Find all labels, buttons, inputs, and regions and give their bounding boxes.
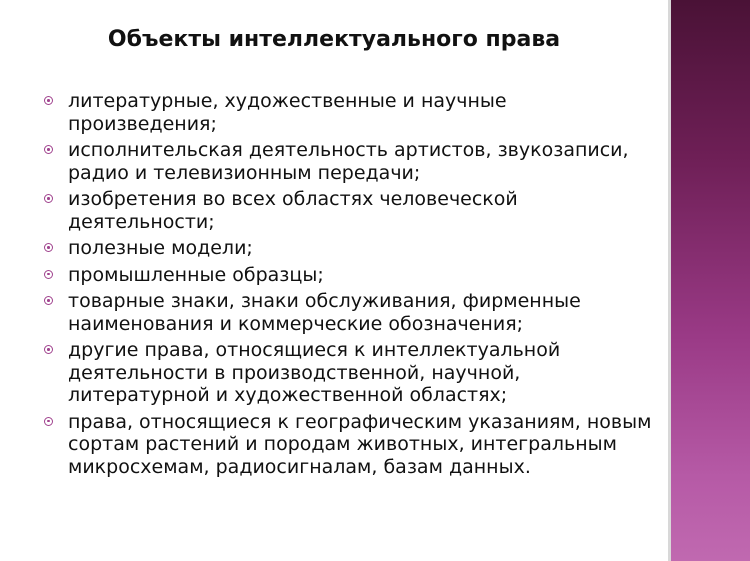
- list-item: [44, 339, 654, 407]
- circle-dot-icon: [44, 243, 53, 252]
- list-item: [44, 139, 654, 184]
- list-item-text: литературные, художественные и научные произведения;: [68, 90, 507, 135]
- list-item: [44, 90, 654, 135]
- slide-title: Объекты интеллектуального права: [107, 27, 561, 52]
- circle-dot-icon: [44, 145, 53, 154]
- list-item-text: права, относящиеся к географическим указаниям, новым сортам растений и породам животных, интегральным микросхемам, радиосигналам, базам данных.: [68, 410, 652, 478]
- list-item: [44, 188, 654, 233]
- list-item-text: полезные модели;: [68, 237, 253, 259]
- list-item-text: другие права, относящиеся к интеллектуальной деятельности в производственной, научной, литературной и художественной областях;: [68, 339, 561, 406]
- decorative-side-panel: [671, 0, 750, 561]
- list-item: [44, 264, 654, 287]
- list-item-text: промышленные образцы;: [68, 263, 324, 286]
- circle-dot-icon: [44, 296, 53, 305]
- circle-dot-icon: [44, 270, 53, 279]
- list-item: [44, 411, 654, 479]
- circle-dot-icon: [44, 96, 53, 105]
- list-item-text: исполнительская деятельность артистов, звукозаписи, радио и телевизионным передачи;: [68, 139, 629, 184]
- bullet-list: [44, 90, 654, 482]
- circle-dot-icon: [44, 194, 53, 203]
- list-item-text: товарные знаки, знаки обслуживания, фирменные наименования и коммерческие обозначения;: [68, 290, 581, 335]
- list-item: [44, 290, 654, 335]
- list-item: [44, 237, 654, 260]
- list-item-text: изобретения во всех областях человеческой деятельности;: [68, 188, 518, 233]
- circle-dot-icon: [44, 345, 53, 354]
- circle-dot-icon: [44, 417, 53, 426]
